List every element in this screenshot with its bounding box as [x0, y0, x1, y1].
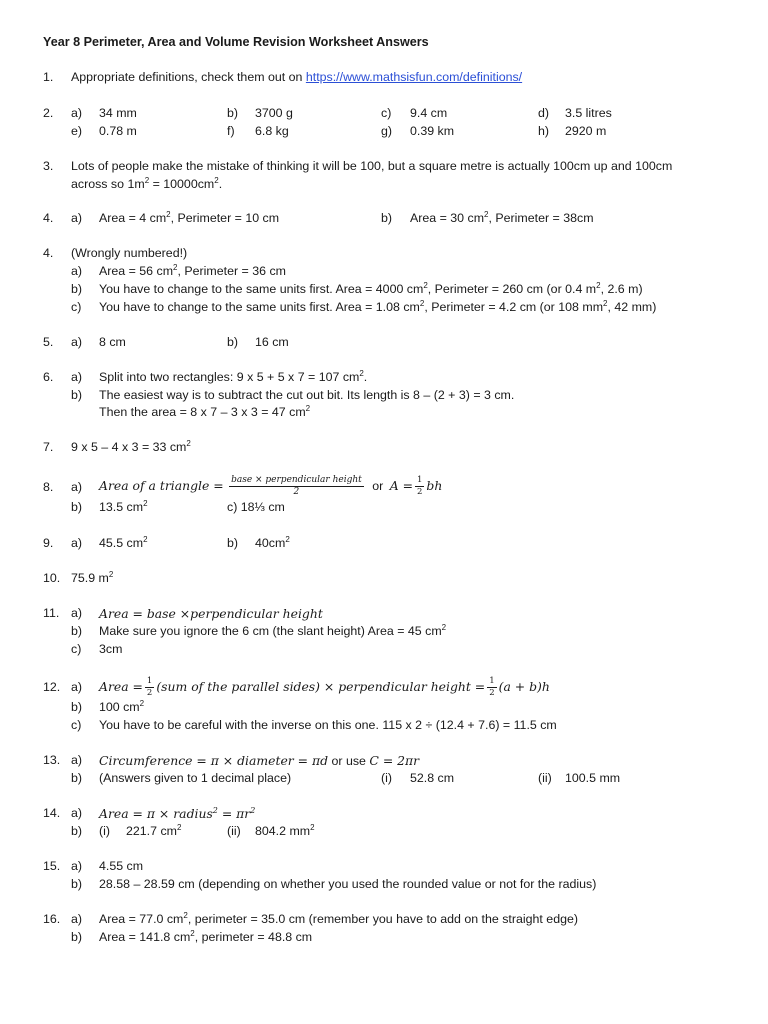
q12b-label: b) — [71, 700, 83, 714]
text: Split into two rectangles: 9 x 5 + 5 x 7 = 107 cm — [99, 370, 360, 384]
text: 75.9 m — [71, 571, 109, 585]
superscript: 2 — [423, 281, 428, 290]
q13b-i-answer: 52.8 cm — [410, 771, 455, 785]
q9b-label: b) — [227, 536, 239, 550]
text: 13.5 cm — [99, 500, 144, 514]
alt-formula: C = 2πr — [369, 753, 420, 768]
q13b-ii-label: (ii) — [538, 771, 552, 785]
superscript: 2 — [176, 823, 182, 832]
q2d-label: d) — [538, 106, 550, 120]
q2h-answer: 2920 m — [565, 124, 607, 138]
q3-text-c: . — [218, 177, 223, 191]
text: 9 x 5 – 4 x 3 = 33 cm — [71, 440, 187, 454]
q4-repeat-b-label: b) — [71, 282, 83, 296]
text: , 2.6 m) — [600, 282, 643, 296]
text: , Perimeter = 36 cm — [177, 264, 286, 278]
text: , Perimeter = 260 cm (or 0.4 m — [427, 282, 597, 296]
q2a-label: a) — [71, 106, 83, 120]
fraction-denominator: 2 — [146, 688, 153, 699]
text: Area = 141.8 cm — [99, 930, 191, 944]
q13b-note: (Answers given to 1 decimal place) — [99, 771, 292, 785]
q8a-label: a) — [71, 480, 83, 494]
q2b-answer: 3700 g — [255, 106, 293, 120]
q5b-label: b) — [227, 335, 239, 349]
text: , perimeter = 35.0 cm (remember you have to add on the straight edge) — [187, 912, 578, 926]
fraction-denominator: 2 — [293, 487, 300, 498]
q16a-answer — [99, 912, 578, 927]
text: 40cm — [255, 536, 286, 550]
text: , perimeter = 48.8 cm — [194, 930, 313, 944]
half-fraction — [415, 476, 424, 497]
q14-number: 14. — [43, 806, 61, 820]
fraction-numerator: 1 — [416, 475, 423, 486]
q9b-answer — [255, 536, 290, 551]
q11b-answer — [99, 624, 446, 639]
q15b-answer: 28.58 – 28.59 cm (depending on whether you used the rounded value or not for the radius) — [99, 877, 597, 891]
q4-repeat-a-answer — [99, 264, 286, 279]
q4a-answer — [99, 211, 279, 226]
superscript: 2 — [305, 404, 311, 413]
q10-number: 10. — [43, 571, 61, 585]
q4a-text-2: , Perimeter = 10 cm — [170, 211, 280, 225]
q8b-label: b) — [71, 500, 83, 514]
q11b-label: b) — [71, 624, 83, 638]
q6b-answer-cont — [99, 405, 310, 420]
q2f-label: f) — [227, 124, 235, 138]
q2g-answer: 0.39 km — [410, 124, 455, 138]
page-title: Year 8 Perimeter, Area and Volume Revision Worksheet Answers — [43, 35, 429, 49]
q12c-label: c) — [71, 718, 82, 732]
superscript: 2 — [285, 535, 290, 544]
triangle-area-fraction — [229, 476, 364, 497]
text: Area = 77.0 cm — [99, 912, 184, 926]
superscript: 2 — [173, 263, 178, 272]
q2e-label: e) — [71, 124, 83, 138]
q4-repeat-number: 4. — [43, 246, 54, 260]
q2e-answer: 0.78 m — [99, 124, 137, 138]
q3-number: 3. — [43, 159, 54, 173]
text: , Perimeter = 4.2 cm (or 108 mm — [424, 300, 604, 314]
text: Make sure you ignore the 6 cm (the slant height) Area = 45 cm — [99, 624, 442, 638]
q14a-formula — [99, 806, 255, 821]
q14b-ii-label: (ii) — [227, 824, 241, 838]
fraction-numerator: 1 — [489, 676, 495, 687]
q1-number: 1. — [43, 70, 54, 84]
q5a-label: a) — [71, 335, 83, 349]
q7-answer — [71, 440, 191, 455]
q4b-text-1: Area = 30 cm — [410, 211, 485, 225]
superscript: 2 — [212, 806, 218, 815]
q13a-formula — [99, 753, 419, 769]
q6b-label: b) — [71, 388, 83, 402]
text: You have to change to the same units first. Area = 1.08 cm — [99, 300, 420, 314]
q8c-answer: c) 18⅓ cm — [227, 500, 285, 514]
superscript: 2 — [484, 210, 489, 219]
superscript: 2 — [143, 499, 148, 508]
q6a-answer — [99, 370, 367, 385]
q1-answer — [71, 70, 522, 85]
q13b-ii-answer: 100.5 mm — [565, 771, 621, 785]
q14b-label: b) — [71, 824, 83, 838]
half-fraction — [145, 677, 154, 698]
q9a-label: a) — [71, 536, 83, 550]
q4-repeat-note: (Wrongly numbered!) — [71, 246, 188, 260]
q13b-i-label: (i) — [381, 771, 393, 785]
q4a-text-1: Area = 4 cm — [99, 211, 167, 225]
q13a-label: a) — [71, 753, 83, 767]
or-use-text: or use — [331, 754, 366, 768]
half-fraction — [487, 677, 496, 698]
q4b-answer — [410, 211, 594, 226]
superscript: 2 — [166, 210, 171, 219]
q4b-label: b) — [381, 211, 393, 225]
q14b-ii-answer — [255, 824, 315, 839]
q1-text: Appropriate definitions, check them out on — [71, 70, 306, 84]
q5a-answer: 8 cm — [99, 335, 126, 349]
q15a-answer: 4.55 cm — [99, 859, 144, 873]
alt-lhs: A = — [389, 478, 413, 493]
q12a-formula — [99, 673, 550, 701]
superscript: 2 — [190, 929, 195, 938]
fraction-denominator: 2 — [416, 487, 423, 498]
q14a-label: a) — [71, 806, 83, 820]
q9a-answer — [99, 536, 148, 551]
q16a-label: a) — [71, 912, 83, 926]
fraction-numerator: base × perpendicular height — [231, 475, 362, 486]
superscript: 2 — [596, 281, 601, 290]
q16-number: 16. — [43, 912, 61, 926]
definitions-link[interactable]: https://www.mathsisfun.com/definitions/ — [305, 70, 523, 84]
q16b-answer — [99, 930, 312, 945]
q8b-answer — [99, 500, 148, 515]
q15b-label: b) — [71, 877, 83, 891]
q10-answer — [71, 571, 113, 586]
q2h-label: h) — [538, 124, 550, 138]
superscript: 2 — [183, 911, 188, 920]
q2g-label: g) — [381, 124, 393, 138]
q11a-formula: Area = base ×perpendicular height — [99, 606, 323, 621]
q11a-label: a) — [71, 606, 83, 620]
fraction-numerator: 1 — [146, 676, 153, 687]
text: 100 cm — [99, 700, 140, 714]
or-text: or — [372, 479, 384, 493]
q3-line1: Lots of people make the mistake of thinking it will be 100, but a square metre is actually 100cm up and 100cm — [71, 159, 673, 173]
q15-number: 15. — [43, 859, 61, 873]
text: Area = 56 cm — [99, 264, 174, 278]
q14b-i-answer — [126, 824, 181, 839]
triangle-area-lhs: Area of a triangle = — [99, 478, 224, 493]
q6b-answer: The easiest way is to subtract the cut out bit. Its length is 8 – (2 + 3) = 3 cm. — [99, 388, 515, 402]
circle-area-formula: Area = π × radius — [99, 806, 213, 821]
superscript: 2 — [250, 806, 256, 815]
superscript: 2 — [144, 176, 150, 185]
q3-text-a: across so 1m — [71, 177, 145, 191]
q4-number: 4. — [43, 211, 54, 225]
q11-number: 11. — [43, 606, 60, 620]
q4a-label: a) — [71, 211, 83, 225]
q2-number: 2. — [43, 106, 54, 120]
q6a-label: a) — [71, 370, 83, 384]
q4-repeat-a-label: a) — [71, 264, 83, 278]
fraction-denominator: 2 — [489, 688, 495, 699]
q2c-label: c) — [381, 106, 392, 120]
alt-rhs: bh — [426, 478, 443, 493]
trapezium-rhs: (a + b)h — [498, 679, 550, 694]
q5-number: 5. — [43, 335, 54, 349]
q13-number: 13. — [43, 753, 61, 767]
q2d-answer: 3.5 litres — [565, 106, 612, 120]
q11c-answer: 3cm — [99, 642, 123, 656]
q4b-text-2: , Perimeter = 38cm — [488, 211, 594, 225]
superscript: 2 — [186, 439, 191, 448]
superscript: 2 — [441, 623, 447, 632]
text: Then the area = 8 x 7 – 3 x 3 = 47 cm — [99, 405, 306, 419]
superscript: 2 — [108, 570, 114, 579]
q6-number: 6. — [43, 370, 54, 384]
q2a-answer: 34 mm — [99, 106, 137, 120]
text: You have to change to the same units first. Area = 4000 cm — [99, 282, 424, 296]
circle-area-rhs: = πr — [217, 806, 251, 821]
q15a-label: a) — [71, 859, 83, 873]
text: 804.2 mm — [255, 824, 311, 838]
q4-repeat-c-label: c) — [71, 300, 82, 314]
q11c-label: c) — [71, 642, 82, 656]
trapezium-mid: (sum of the parallel sides) × perpendicular height = — [156, 679, 486, 694]
text: 221.7 cm — [126, 824, 177, 838]
superscript: 2 — [359, 369, 364, 378]
superscript: 2 — [139, 699, 145, 708]
q8a-formula — [99, 472, 442, 500]
q2c-answer: 9.4 cm — [410, 106, 448, 120]
q14b-i-label: (i) — [99, 824, 111, 838]
q4-repeat-c-answer — [99, 300, 656, 315]
text: 45.5 cm — [99, 536, 144, 550]
q8-number: 8. — [43, 480, 54, 494]
trapezium-lhs: Area = — [99, 679, 143, 694]
q7-number: 7. — [43, 440, 54, 454]
text: . — [363, 370, 368, 384]
q9-number: 9. — [43, 536, 54, 550]
superscript: 2 — [419, 299, 425, 308]
q3-text-b: = 10000cm — [149, 177, 215, 191]
superscript: 2 — [143, 535, 148, 544]
superscript: 2 — [214, 176, 219, 185]
q4-repeat-b-answer — [99, 282, 643, 297]
superscript: 2 — [603, 299, 608, 308]
q3-line2 — [71, 177, 222, 192]
q2f-answer: 6.8 kg — [255, 124, 289, 138]
q16b-label: b) — [71, 930, 83, 944]
q2b-label: b) — [227, 106, 239, 120]
circumference-formula: Circumference = π × diameter = πd — [99, 753, 329, 768]
q12-number: 12. — [43, 680, 61, 694]
q5b-answer: 16 cm — [255, 335, 289, 349]
q12a-label: a) — [71, 680, 83, 694]
q12b-answer — [99, 700, 144, 715]
text: , 42 mm) — [607, 300, 657, 314]
superscript: 2 — [310, 823, 315, 832]
q12c-answer: You have to be careful with the inverse on this one. 115 x 2 ÷ (12.4 + 7.6) = 11.5 cm — [99, 718, 557, 732]
q13b-label: b) — [71, 771, 83, 785]
